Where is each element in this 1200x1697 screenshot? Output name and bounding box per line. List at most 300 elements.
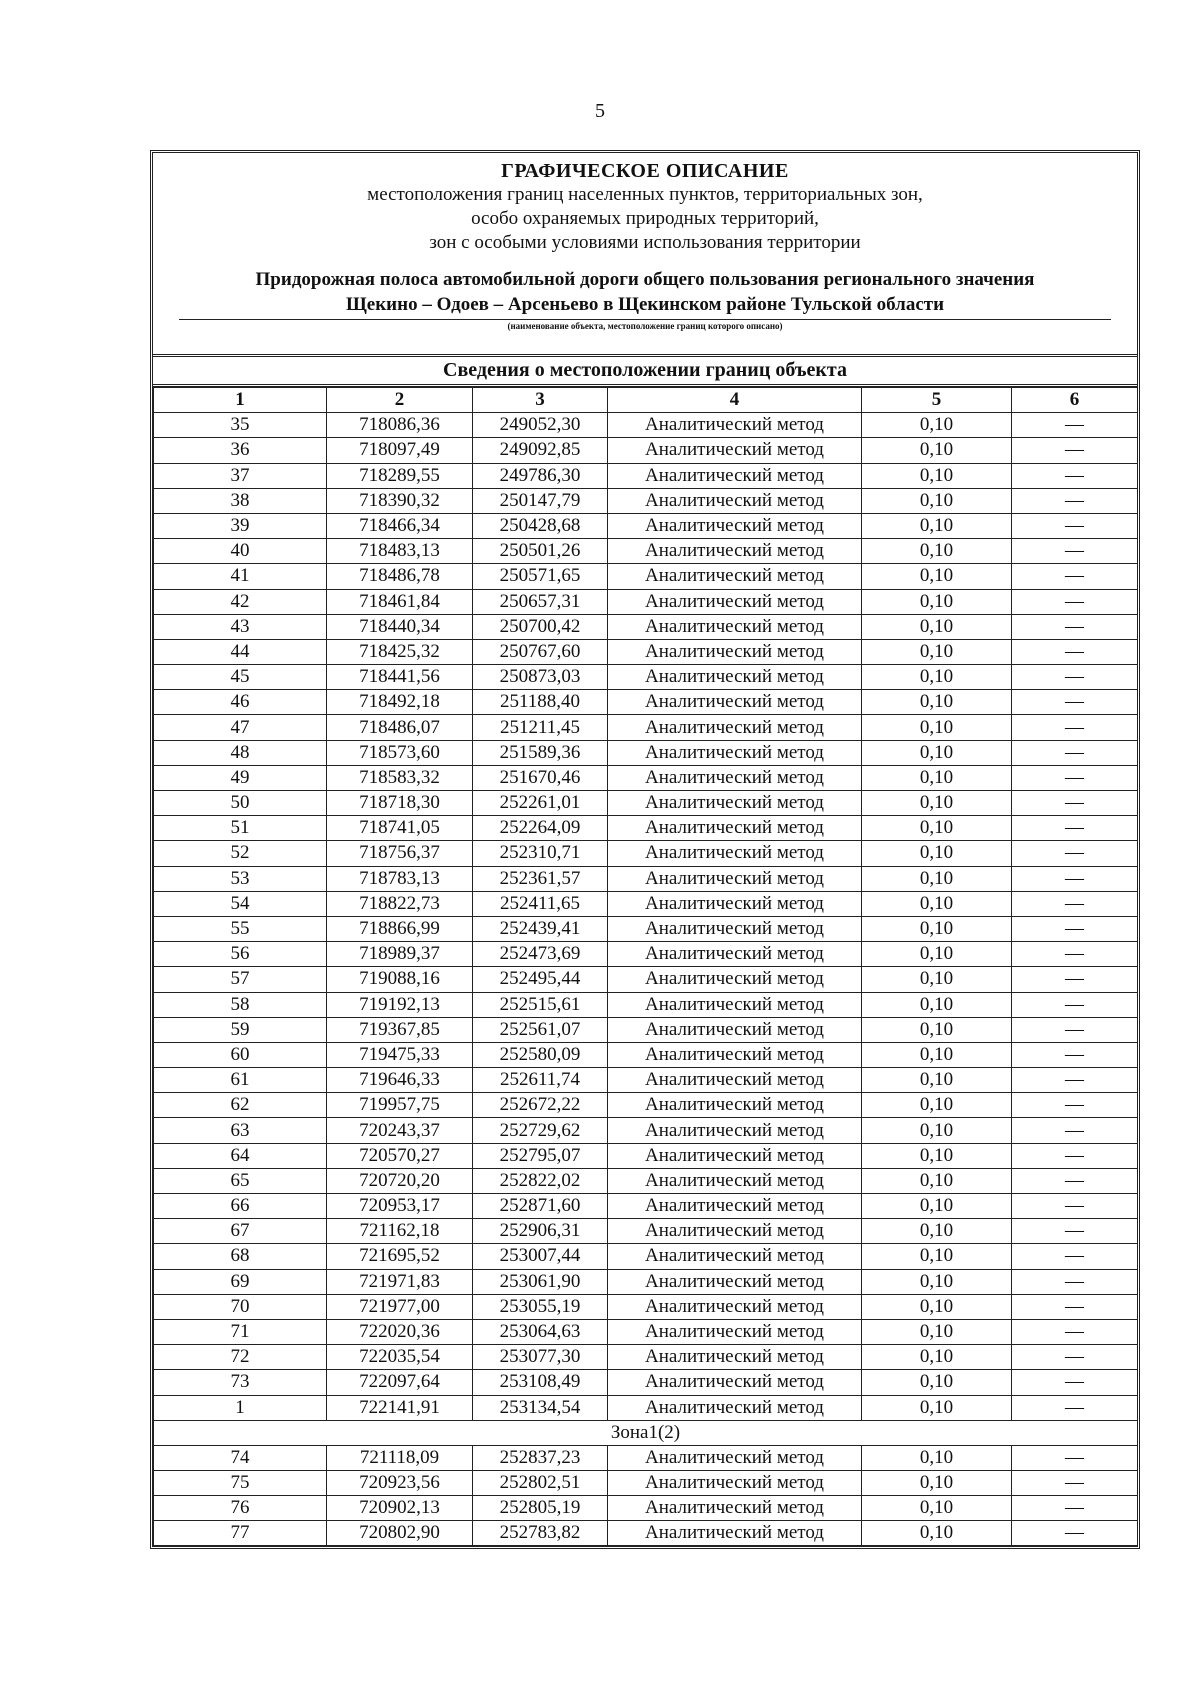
table-cell-col-1: 77: [154, 1521, 327, 1546]
table-cell-col-2: 718486,78: [327, 564, 473, 589]
table-cell-col-1: 73: [154, 1370, 327, 1395]
table-body-part-2: [154, 1445, 1138, 1546]
table-cell-col-1: 63: [154, 1118, 327, 1143]
table-cell-col-2: 722141,91: [327, 1395, 473, 1420]
table-cell-col-5: 0,10: [862, 1319, 1012, 1344]
table-cell-col-3: 253134,54: [473, 1395, 608, 1420]
table-cell-col-6: —: [1012, 841, 1138, 866]
table-cell-col-6: —: [1012, 589, 1138, 614]
table-cell-col-5: 0,10: [862, 1168, 1012, 1193]
table-row: [154, 891, 1138, 916]
table-cell-col-6: —: [1012, 539, 1138, 564]
table-cell-col-4: Аналитический метод: [608, 1345, 862, 1370]
table-cell-col-3: 253077,30: [473, 1345, 608, 1370]
column-header-2: 2: [327, 388, 473, 413]
table-cell-col-2: 718989,37: [327, 942, 473, 967]
table-cell-col-1: 52: [154, 841, 327, 866]
table-cell-col-3: 252580,09: [473, 1042, 608, 1067]
table-cell-col-1: 51: [154, 816, 327, 841]
table-cell-col-3: 250501,26: [473, 539, 608, 564]
table-cell-col-6: —: [1012, 1521, 1138, 1546]
table-cell-col-2: 718289,55: [327, 463, 473, 488]
table-row: [154, 639, 1138, 664]
table-cell-col-5: 0,10: [862, 1521, 1012, 1546]
table-cell-col-2: 719088,16: [327, 967, 473, 992]
table-row: [154, 513, 1138, 538]
table-cell-col-2: 718866,99: [327, 916, 473, 941]
table-cell-col-4: Аналитический метод: [608, 1219, 862, 1244]
table-cell-col-3: 251670,46: [473, 765, 608, 790]
table-cell-col-5: 0,10: [862, 740, 1012, 765]
table-cell-col-1: 1: [154, 1395, 327, 1420]
table-cell-col-5: 0,10: [862, 438, 1012, 463]
table-cell-col-2: 718483,13: [327, 539, 473, 564]
table-cell-col-1: 44: [154, 639, 327, 664]
table-cell-col-5: 0,10: [862, 916, 1012, 941]
table-cell-col-5: 0,10: [862, 1194, 1012, 1219]
table-row: [154, 715, 1138, 740]
table-cell-col-2: 718390,32: [327, 488, 473, 513]
table-cell-col-2: 720720,20: [327, 1168, 473, 1193]
table-cell-col-1: 41: [154, 564, 327, 589]
table-cell-col-5: 0,10: [862, 589, 1012, 614]
object-name-line-1: Придорожная полоса автомобильной дороги общего пользования регионального значения: [255, 269, 1035, 290]
table-cell-col-5: 0,10: [862, 1219, 1012, 1244]
zone-row: [154, 1420, 1138, 1445]
table-cell-col-2: 721118,09: [327, 1445, 473, 1470]
table-cell-col-5: 0,10: [862, 1370, 1012, 1395]
table-cell-col-6: —: [1012, 463, 1138, 488]
table-cell-col-4: Аналитический метод: [608, 1143, 862, 1168]
table-cell-col-3: 252822,02: [473, 1168, 608, 1193]
table-cell-col-1: 53: [154, 866, 327, 891]
table-row: [154, 539, 1138, 564]
table-cell-col-3: 252802,51: [473, 1470, 608, 1495]
table-row: [154, 488, 1138, 513]
table-cell-col-1: 49: [154, 765, 327, 790]
table-cell-col-6: —: [1012, 1294, 1138, 1319]
table-cell-col-2: 720902,13: [327, 1496, 473, 1521]
object-name: [171, 267, 1119, 317]
table-cell-col-6: —: [1012, 1395, 1138, 1420]
table-row: [154, 791, 1138, 816]
table-cell-col-6: —: [1012, 438, 1138, 463]
page-number: 5: [595, 100, 605, 122]
coordinates-table: [153, 387, 1138, 1546]
table-cell-col-2: 718441,56: [327, 665, 473, 690]
table-cell-col-6: —: [1012, 992, 1138, 1017]
table-cell-col-4: Аналитический метод: [608, 463, 862, 488]
table-cell-col-4: Аналитический метод: [608, 1319, 862, 1344]
table-cell-col-3: 252611,74: [473, 1068, 608, 1093]
table-cell-col-3: 252783,82: [473, 1521, 608, 1546]
table-cell-col-5: 0,10: [862, 463, 1012, 488]
table-cell-col-3: 250873,03: [473, 665, 608, 690]
table-cell-col-2: 720243,37: [327, 1118, 473, 1143]
table-row: [154, 1521, 1138, 1546]
table-cell-col-1: 65: [154, 1168, 327, 1193]
table-cell-col-3: 251589,36: [473, 740, 608, 765]
table-row: [154, 1470, 1138, 1495]
table-cell-col-1: 54: [154, 891, 327, 916]
table-row: [154, 1294, 1138, 1319]
table-cell-col-1: 48: [154, 740, 327, 765]
table-cell-col-1: 66: [154, 1194, 327, 1219]
table-cell-col-5: 0,10: [862, 639, 1012, 664]
table-cell-col-4: Аналитический метод: [608, 1068, 862, 1093]
table-cell-col-5: 0,10: [862, 539, 1012, 564]
table-cell-col-4: Аналитический метод: [608, 488, 862, 513]
table-row: [154, 1017, 1138, 1042]
document-title: ГРАФИЧЕСКОЕ ОПИСАНИЕ: [501, 160, 789, 182]
table-row: [154, 438, 1138, 463]
table-cell-col-4: Аналитический метод: [608, 992, 862, 1017]
table-cell-col-2: 718573,60: [327, 740, 473, 765]
table-row: [154, 816, 1138, 841]
table-cell-col-3: 250147,79: [473, 488, 608, 513]
table-cell-col-4: Аналитический метод: [608, 1093, 862, 1118]
table-cell-col-5: 0,10: [862, 413, 1012, 438]
table-cell-col-2: 720802,90: [327, 1521, 473, 1546]
table-cell-col-6: —: [1012, 866, 1138, 891]
table-cell-col-6: —: [1012, 1445, 1138, 1470]
table-cell-col-3: 252729,62: [473, 1118, 608, 1143]
table-cell-col-5: 0,10: [862, 841, 1012, 866]
table-cell-col-6: —: [1012, 564, 1138, 589]
table-cell-col-2: 718492,18: [327, 690, 473, 715]
table-cell-col-4: Аналитический метод: [608, 665, 862, 690]
table-cell-col-3: 250657,31: [473, 589, 608, 614]
section-title: Сведения о местоположении границ объекта: [153, 357, 1137, 387]
table-cell-col-1: 71: [154, 1319, 327, 1344]
column-header-5: 5: [862, 388, 1012, 413]
table-cell-col-2: 721977,00: [327, 1294, 473, 1319]
table-cell-col-2: 719367,85: [327, 1017, 473, 1042]
table-cell-col-4: Аналитический метод: [608, 1244, 862, 1269]
table-cell-col-5: 0,10: [862, 816, 1012, 841]
table-cell-col-4: Аналитический метод: [608, 539, 862, 564]
table-row: [154, 1068, 1138, 1093]
table-cell-col-2: 722097,64: [327, 1370, 473, 1395]
table-cell-col-5: 0,10: [862, 967, 1012, 992]
table-cell-col-6: —: [1012, 1068, 1138, 1093]
table-cell-col-5: 0,10: [862, 1395, 1012, 1420]
table-row: [154, 1168, 1138, 1193]
table-cell-col-3: 252561,07: [473, 1017, 608, 1042]
table-cell-col-4: Аналитический метод: [608, 1470, 862, 1495]
table-cell-col-4: Аналитический метод: [608, 791, 862, 816]
table-cell-col-4: Аналитический метод: [608, 740, 862, 765]
table-cell-col-4: Аналитический метод: [608, 1370, 862, 1395]
table-cell-col-6: —: [1012, 413, 1138, 438]
object-name-line-2: Щекино – Одоев – Арсеньево в Щекинском районе Тульской области: [345, 294, 945, 315]
table-cell-col-6: —: [1012, 1042, 1138, 1067]
table-cell-col-6: —: [1012, 1118, 1138, 1143]
table-cell-col-6: —: [1012, 665, 1138, 690]
table-cell-col-1: 61: [154, 1068, 327, 1093]
table-cell-col-5: 0,10: [862, 564, 1012, 589]
table-cell-col-6: —: [1012, 1093, 1138, 1118]
table-cell-col-4: Аналитический метод: [608, 866, 862, 891]
table-cell-col-2: 722020,36: [327, 1319, 473, 1344]
table-cell-col-5: 0,10: [862, 665, 1012, 690]
table-cell-col-5: 0,10: [862, 1042, 1012, 1067]
table-cell-col-4: Аналитический метод: [608, 513, 862, 538]
table-cell-col-6: —: [1012, 513, 1138, 538]
table-cell-col-5: 0,10: [862, 1294, 1012, 1319]
table-cell-col-1: 39: [154, 513, 327, 538]
table-row: [154, 589, 1138, 614]
table-row: [154, 841, 1138, 866]
table-cell-col-1: 72: [154, 1345, 327, 1370]
table-row: [154, 866, 1138, 891]
table-cell-col-3: 252264,09: [473, 816, 608, 841]
table-cell-col-4: Аналитический метод: [608, 1496, 862, 1521]
table-cell-col-6: —: [1012, 1370, 1138, 1395]
table-cell-col-5: 0,10: [862, 513, 1012, 538]
table-row: [154, 1496, 1138, 1521]
table-cell-col-4: Аналитический метод: [608, 589, 862, 614]
table-cell-col-2: 722035,54: [327, 1345, 473, 1370]
table-cell-col-4: Аналитический метод: [608, 841, 862, 866]
table-cell-col-6: —: [1012, 614, 1138, 639]
table-cell-col-3: 250428,68: [473, 513, 608, 538]
table-cell-col-5: 0,10: [862, 1470, 1012, 1495]
table-cell-col-5: 0,10: [862, 1143, 1012, 1168]
table-row: [154, 1370, 1138, 1395]
table-cell-col-1: 55: [154, 916, 327, 941]
table-cell-col-1: 42: [154, 589, 327, 614]
table-cell-col-4: Аналитический метод: [608, 1017, 862, 1042]
object-caption: (наименование объекта, местоположение границ которого описано): [507, 321, 783, 331]
table-cell-col-5: 0,10: [862, 1445, 1012, 1470]
table-cell-col-6: —: [1012, 1194, 1138, 1219]
table-cell-col-1: 43: [154, 614, 327, 639]
table-cell-col-6: —: [1012, 1219, 1138, 1244]
table-row: [154, 1118, 1138, 1143]
table-cell-col-3: 252361,57: [473, 866, 608, 891]
column-header-3: 3: [473, 388, 608, 413]
table-row: [154, 1093, 1138, 1118]
table-row: [154, 1194, 1138, 1219]
table-cell-col-2: 720570,27: [327, 1143, 473, 1168]
table-cell-col-4: Аналитический метод: [608, 690, 862, 715]
table-cell-col-2: 718756,37: [327, 841, 473, 866]
table-cell-col-2: 718718,30: [327, 791, 473, 816]
column-header-1: 1: [154, 388, 327, 413]
table-cell-col-3: 252871,60: [473, 1194, 608, 1219]
table-row: [154, 665, 1138, 690]
table-row: [154, 1219, 1138, 1244]
table-cell-col-4: Аналитический метод: [608, 1269, 862, 1294]
table-cell-col-5: 0,10: [862, 1017, 1012, 1042]
table-cell-col-6: —: [1012, 816, 1138, 841]
table-cell-col-6: —: [1012, 1319, 1138, 1344]
table-cell-col-1: 38: [154, 488, 327, 513]
table-cell-col-5: 0,10: [862, 765, 1012, 790]
table-cell-col-1: 58: [154, 992, 327, 1017]
table-cell-col-4: Аналитический метод: [608, 891, 862, 916]
zone-label: Зона1(2): [154, 1420, 1138, 1445]
table-cell-col-2: 721162,18: [327, 1219, 473, 1244]
table-cell-col-5: 0,10: [862, 1345, 1012, 1370]
table-row: [154, 1345, 1138, 1370]
document-header: [153, 153, 1137, 357]
table-cell-col-4: Аналитический метод: [608, 916, 862, 941]
table-cell-col-1: 68: [154, 1244, 327, 1269]
table-cell-col-1: 36: [154, 438, 327, 463]
table-cell-col-6: —: [1012, 639, 1138, 664]
column-header-4: 4: [608, 388, 862, 413]
table-cell-col-1: 37: [154, 463, 327, 488]
table-row: [154, 1395, 1138, 1420]
table-row: [154, 1143, 1138, 1168]
table-cell-col-5: 0,10: [862, 942, 1012, 967]
table-cell-col-3: 253055,19: [473, 1294, 608, 1319]
table-cell-col-3: 252411,65: [473, 891, 608, 916]
table-row: [154, 1042, 1138, 1067]
table-cell-col-2: 718097,49: [327, 438, 473, 463]
table-cell-col-1: 50: [154, 791, 327, 816]
table-row: [154, 1244, 1138, 1269]
table-cell-col-3: 252837,23: [473, 1445, 608, 1470]
table-cell-col-5: 0,10: [862, 866, 1012, 891]
table-cell-col-6: —: [1012, 942, 1138, 967]
table-cell-col-6: —: [1012, 488, 1138, 513]
table-cell-col-3: 252672,22: [473, 1093, 608, 1118]
table-cell-col-6: —: [1012, 1269, 1138, 1294]
zone-separator: [154, 1420, 1138, 1445]
table-row: [154, 765, 1138, 790]
table-cell-col-6: —: [1012, 740, 1138, 765]
table-cell-col-4: Аналитический метод: [608, 765, 862, 790]
table-row: [154, 614, 1138, 639]
table-cell-col-6: —: [1012, 916, 1138, 941]
table-cell-col-6: —: [1012, 967, 1138, 992]
table-cell-col-6: —: [1012, 891, 1138, 916]
table-cell-col-1: 64: [154, 1143, 327, 1168]
table-cell-col-2: 720923,56: [327, 1470, 473, 1495]
table-cell-col-6: —: [1012, 1017, 1138, 1042]
table-cell-col-3: 252795,07: [473, 1143, 608, 1168]
table-cell-col-3: 253108,49: [473, 1370, 608, 1395]
table-cell-col-3: 251211,45: [473, 715, 608, 740]
table-cell-col-3: 253064,63: [473, 1319, 608, 1344]
table-cell-col-1: 46: [154, 690, 327, 715]
table-cell-col-4: Аналитический метод: [608, 1042, 862, 1067]
table-cell-col-4: Аналитический метод: [608, 942, 862, 967]
table-cell-col-2: 719475,33: [327, 1042, 473, 1067]
table-cell-col-4: Аналитический метод: [608, 715, 862, 740]
table-row: [154, 564, 1138, 589]
table-cell-col-3: 250767,60: [473, 639, 608, 664]
table-cell-col-3: 250700,42: [473, 614, 608, 639]
table-cell-col-1: 45: [154, 665, 327, 690]
table-cell-col-1: 47: [154, 715, 327, 740]
table-cell-col-5: 0,10: [862, 1244, 1012, 1269]
table-cell-col-4: Аналитический метод: [608, 614, 862, 639]
table-cell-col-5: 0,10: [862, 992, 1012, 1017]
table-cell-col-2: 719646,33: [327, 1068, 473, 1093]
table-row: [154, 690, 1138, 715]
table-cell-col-2: 718461,84: [327, 589, 473, 614]
table-cell-col-5: 0,10: [862, 1093, 1012, 1118]
table-cell-col-6: —: [1012, 765, 1138, 790]
table-cell-col-3: 250571,65: [473, 564, 608, 589]
table-cell-col-4: Аналитический метод: [608, 1118, 862, 1143]
table-row: [154, 967, 1138, 992]
table-cell-col-2: 718583,32: [327, 765, 473, 790]
table-cell-col-4: Аналитический метод: [608, 438, 862, 463]
table-cell-col-1: 74: [154, 1445, 327, 1470]
table-cell-col-3: 249092,85: [473, 438, 608, 463]
table-cell-col-3: 252310,71: [473, 841, 608, 866]
table-cell-col-2: 718783,13: [327, 866, 473, 891]
table-cell-col-3: 252261,01: [473, 791, 608, 816]
table-cell-col-1: 56: [154, 942, 327, 967]
table-cell-col-1: 76: [154, 1496, 327, 1521]
table-cell-col-3: 252439,41: [473, 916, 608, 941]
table-cell-col-4: Аналитический метод: [608, 1521, 862, 1546]
table-cell-col-4: Аналитический метод: [608, 1294, 862, 1319]
table-cell-col-2: 718486,07: [327, 715, 473, 740]
table-cell-col-1: 70: [154, 1294, 327, 1319]
table-cell-col-3: 252473,69: [473, 942, 608, 967]
table-cell-col-2: 718466,34: [327, 513, 473, 538]
table-cell-col-1: 75: [154, 1470, 327, 1495]
table-cell-col-5: 0,10: [862, 1118, 1012, 1143]
table-cell-col-5: 0,10: [862, 488, 1012, 513]
table-cell-col-1: 59: [154, 1017, 327, 1042]
table-row: [154, 1319, 1138, 1344]
table-cell-col-5: 0,10: [862, 791, 1012, 816]
table-cell-col-1: 60: [154, 1042, 327, 1067]
table-cell-col-6: —: [1012, 1143, 1138, 1168]
table-row: [154, 916, 1138, 941]
table-row: [154, 1445, 1138, 1470]
table-cell-col-1: 62: [154, 1093, 327, 1118]
table-cell-col-4: Аналитический метод: [608, 967, 862, 992]
table-cell-col-4: Аналитический метод: [608, 413, 862, 438]
table-row: [154, 1269, 1138, 1294]
table-cell-col-2: 718741,05: [327, 816, 473, 841]
graphic-description-document: [150, 150, 1140, 1549]
table-cell-col-2: 718425,32: [327, 639, 473, 664]
table-cell-col-5: 0,10: [862, 1269, 1012, 1294]
table-cell-col-2: 721971,83: [327, 1269, 473, 1294]
table-cell-col-6: —: [1012, 1168, 1138, 1193]
table-cell-col-3: 252906,31: [473, 1219, 608, 1244]
table-cell-col-3: 252515,61: [473, 992, 608, 1017]
table-cell-col-3: 252495,44: [473, 967, 608, 992]
table-row: [154, 740, 1138, 765]
header-subtitle-line-3: зон с особыми условиями использования территории: [429, 232, 861, 253]
table-cell-col-6: —: [1012, 1345, 1138, 1370]
table-cell-col-1: 35: [154, 413, 327, 438]
table-cell-col-4: Аналитический метод: [608, 816, 862, 841]
table-cell-col-4: Аналитический метод: [608, 1395, 862, 1420]
table-cell-col-3: 251188,40: [473, 690, 608, 715]
table-cell-col-4: Аналитический метод: [608, 1168, 862, 1193]
column-header-6: 6: [1012, 388, 1138, 413]
table-cell-col-2: 718822,73: [327, 891, 473, 916]
table-cell-col-4: Аналитический метод: [608, 1445, 862, 1470]
table-cell-col-6: —: [1012, 1496, 1138, 1521]
table-cell-col-2: 719192,13: [327, 992, 473, 1017]
table-cell-col-5: 0,10: [862, 690, 1012, 715]
table-cell-col-3: 253061,90: [473, 1269, 608, 1294]
table-cell-col-3: 253007,44: [473, 1244, 608, 1269]
